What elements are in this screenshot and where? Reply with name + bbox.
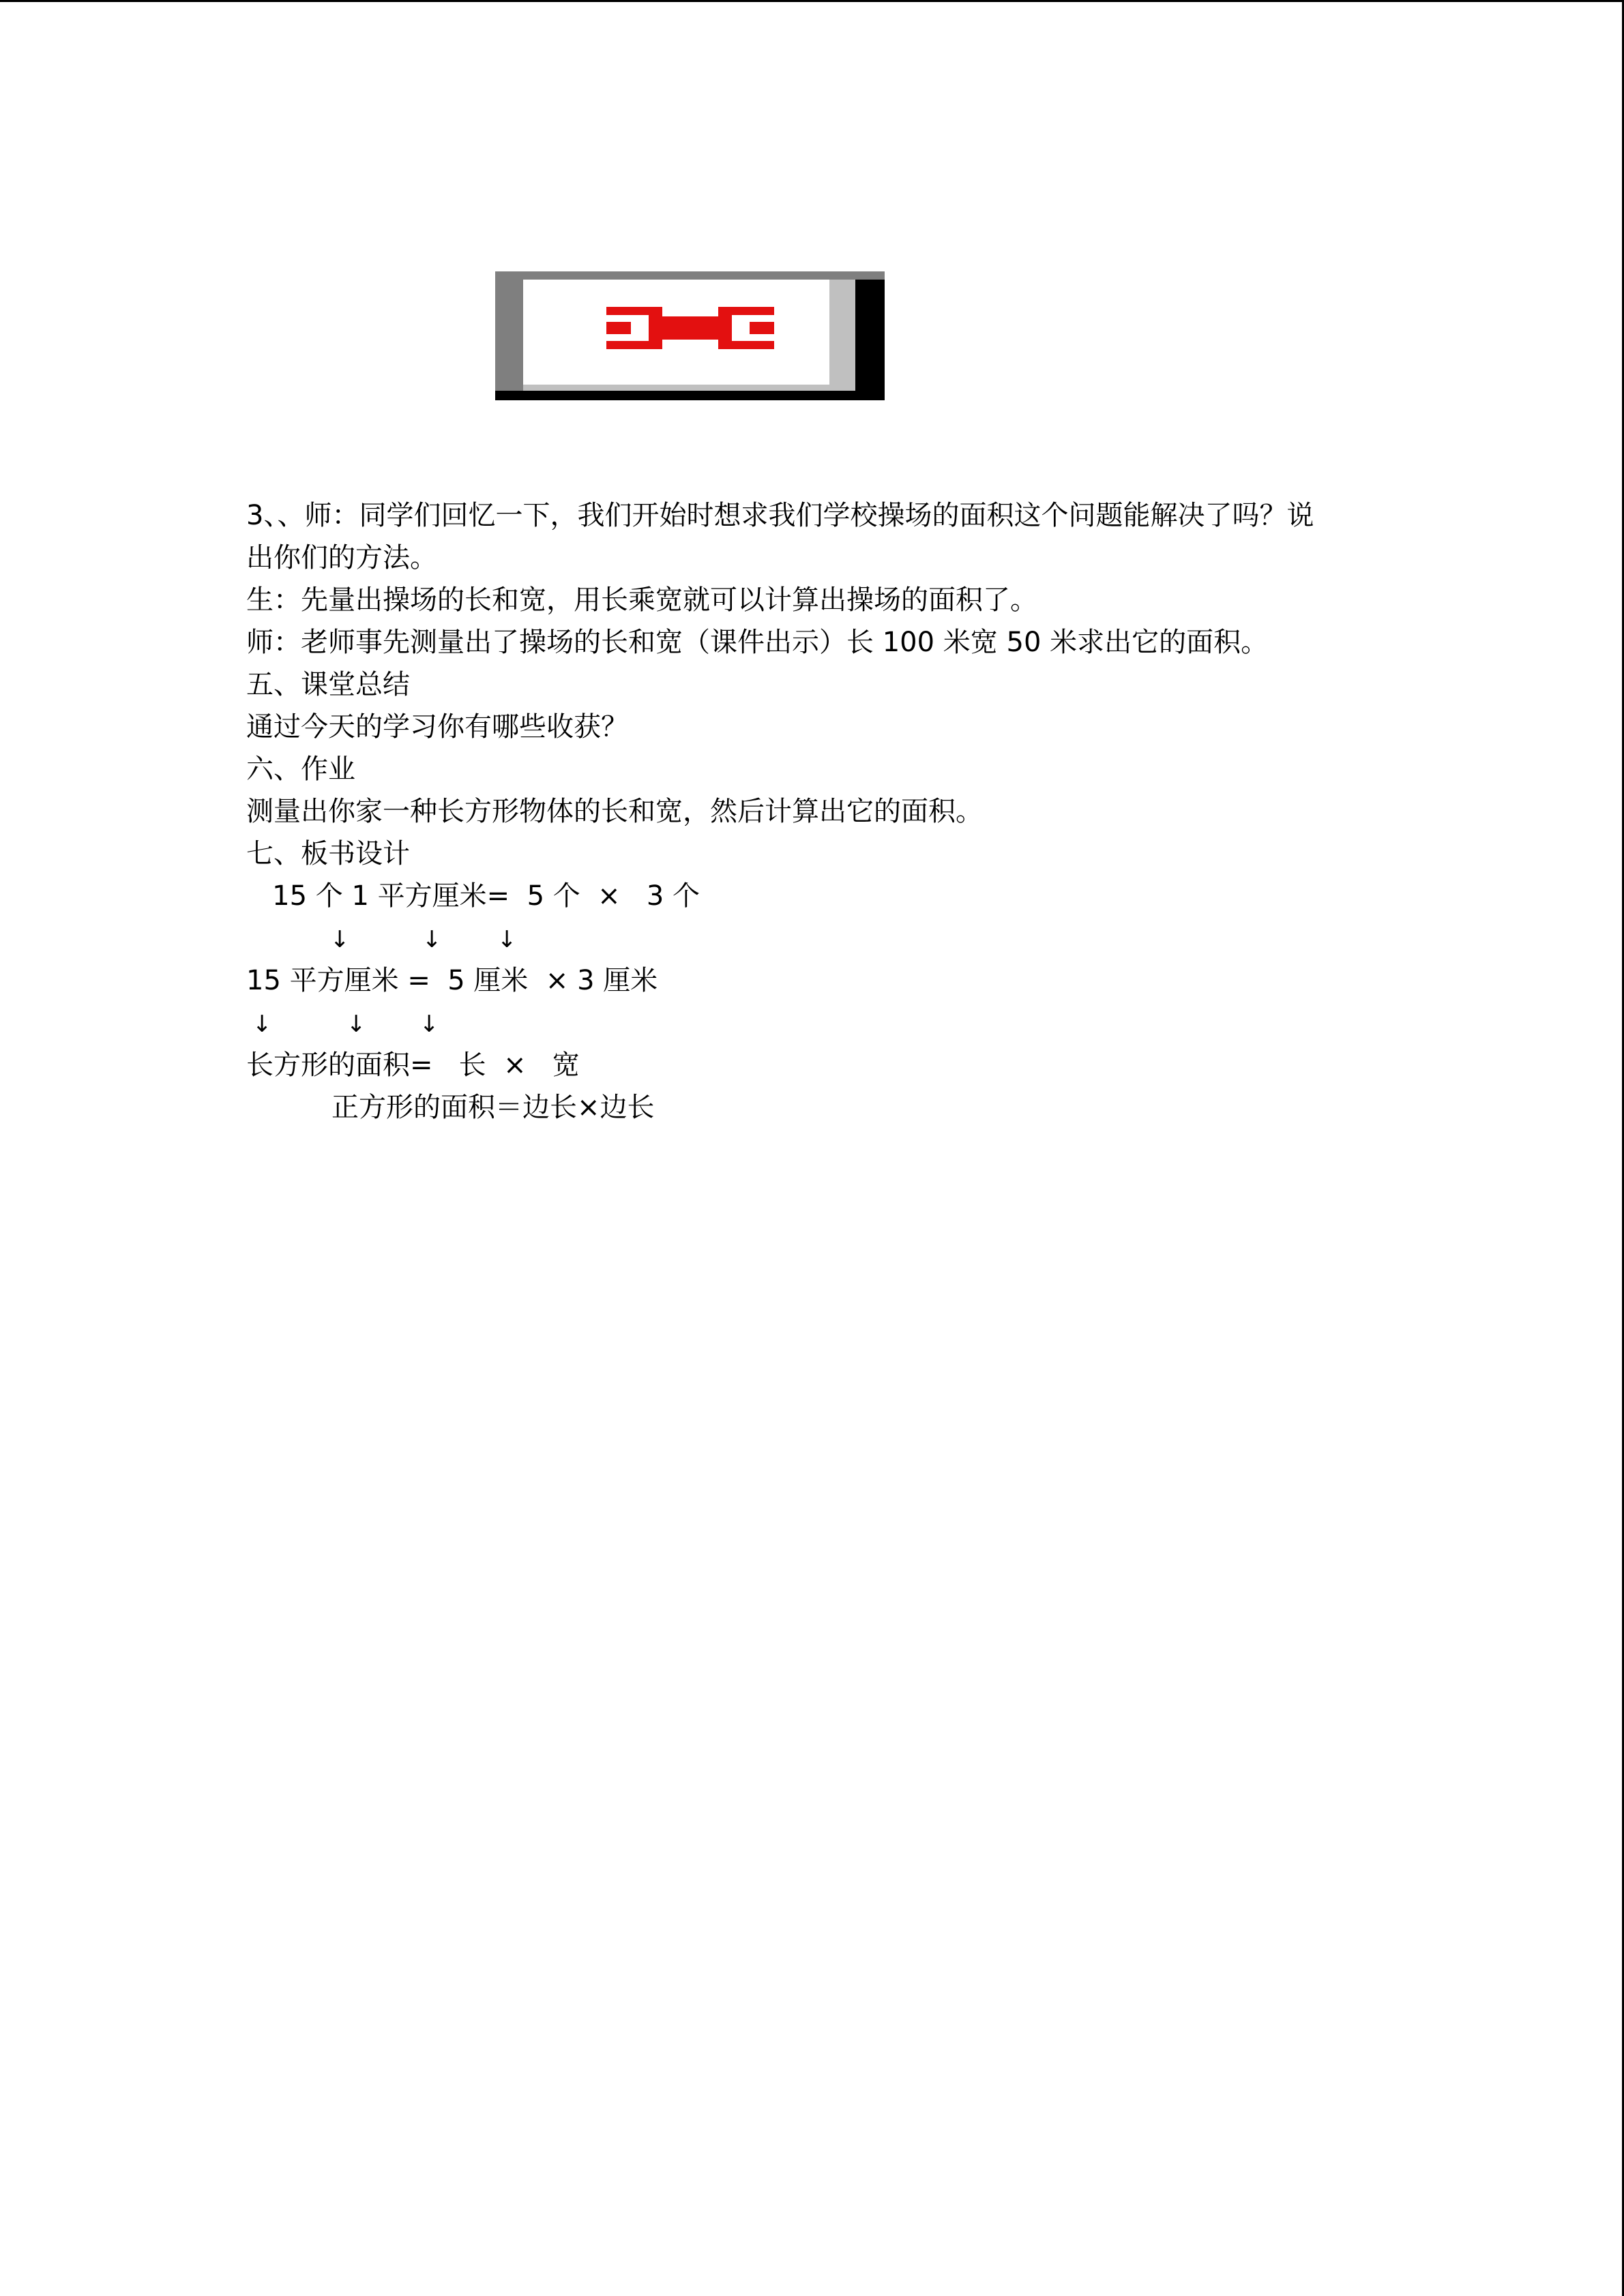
figure-box — [495, 271, 885, 400]
arrow-down-2: ↓ — [422, 926, 442, 953]
line-question-continued: 出你们的方法。 — [246, 542, 437, 573]
figure-right-bar — [855, 280, 885, 400]
figure-top-bar — [495, 271, 885, 280]
arrow-down-4: ↓ — [252, 1011, 272, 1038]
arrow-down-6: ↓ — [419, 1011, 439, 1038]
arrow-down-3: ↓ — [497, 926, 517, 953]
page-top-border — [0, 0, 1624, 2]
heading-board-design: 七、板书设计 — [246, 838, 410, 869]
line-student-answer: 生：先量出操场的长和宽，用长乘宽就可以计算出操场的面积了。 — [246, 584, 1037, 616]
heading-homework: 六、作业 — [246, 754, 355, 785]
board-rectangle-formula: 长方形的面积= 长 × 宽 — [246, 1049, 580, 1081]
board-square-formula: 正方形的面积＝边长×边长 — [331, 1092, 655, 1123]
arrow-down-1: ↓ — [330, 926, 350, 953]
figure-lower-strip — [523, 385, 829, 391]
line-homework: 测量出你家一种长方形物体的长和宽，然后计算出它的面积。 — [246, 796, 983, 827]
line-teacher-measure: 师：老师事先测量出了操场的长和宽（课件出示）长 100 米宽 50 米求出它的面积。 — [246, 627, 1269, 658]
red-connector-icon — [606, 307, 774, 349]
line-summary-question: 通过今天的学习你有哪些收获？ — [246, 711, 628, 743]
line-teacher-question: 3、、师：同学们回忆一下，我们开始时想求我们学校操场的面积这个问题能解决了吗？说 — [246, 500, 1314, 531]
heading-summary: 五、课堂总结 — [246, 669, 410, 700]
figure-bottom-bar — [495, 391, 885, 400]
board-line-2: 15 平方厘米 = 5 厘米 × 3 厘米 — [246, 965, 658, 996]
figure-light-strip — [829, 280, 855, 391]
board-line-1: 15 个 1 平方厘米= 5 个 × 3 个 — [246, 880, 700, 912]
arrow-down-5: ↓ — [346, 1011, 366, 1038]
